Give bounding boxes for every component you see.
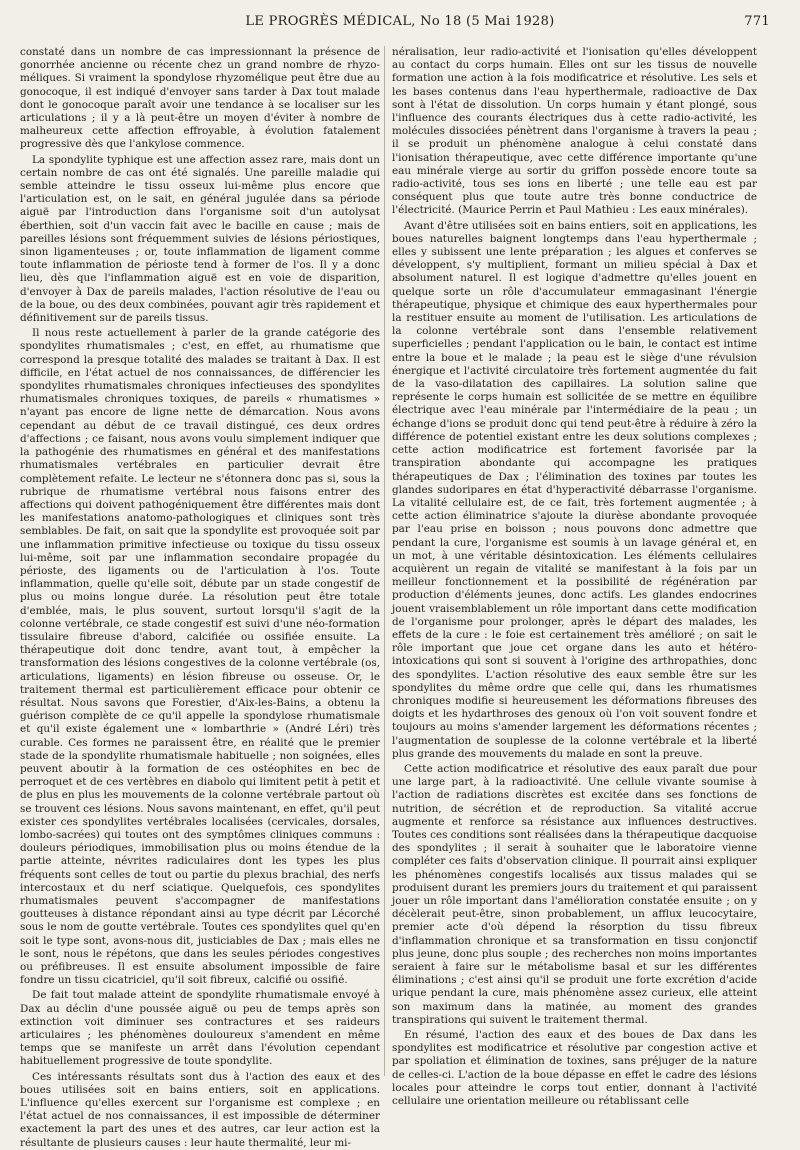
left-paragraph-1: constaté dans un nombre de cas impressionnant la présence de gonorrhée ancienne ou récente chez un grand nombre de rhyzo-méliques. Si vraiment la spondylose rhyzomélique peut être due au gonocoque, il est indiqué d'envoyer sans tarder à Dax tout malade dont le gonocoque paraît avoir une tendance à se localiser sur les articulations ; il y a là peut-être un moyen d'éviter à nombre de malheureux cette affection effroyable, à évolution fatalement progressive dès que l'ankylose commence. [20,46,380,151]
running-header [30,14,770,32]
right-paragraph-4: En résumé, l'action des eaux et des boues de Dax dans les spondylites est modificatrice et résolutive par congestion active et par spoliation et élimination de toxines, sans préjuger de la nature de celles-ci. L'action de la boue dépasse en effet le cadre des lésions locales pour atteindre le corps tout entier, donnant à l'activité cellulaire une orientation meilleure ou rétablissant celle [392,1029,757,1108]
left-paragraph-3: Il nous reste actuellement à parler de la grande catégorie des spondylites rhumatismales ; c'est, en effet, au rhumatisme que correspond la presque totalité des malades se traitant à Dax. Il est difficile, en l'état actuel de nos connaissances, de différencier les spondylites rhumatismales chroniques infectieuses des spondylites rhumatismales chroniques toxiques, de pareils « rhumatismes » n'ayant pas encore de ligne nette de démarcation. Nous avons cependant au début de ce travail distingué, ces deux ordres d'affections ; ce faisant, nous avons voulu simplement indiquer que la pathogénie des rhumatismes en général et des manifestations rhumatismales vertébrales en particulier devrait être complètement refaite. Le lecteur ne s'étonnera donc pas si, sous la rubrique de rhumatisme vertébral nous faisons entrer des affections qui doivent pathogéniquement être différentes mais dont les manifestations anatomo-pathologiques et cliniques sont très semblables. De fait, on sait que la spondylite est provoquée soit par une inflammation primitive infectieuse ou toxique du tissu osseux lui-même, soit par une inflammation secondaire propagée du périoste, des ligaments ou de l'articulation à l'os. Toute inflammation, quelle qu'elle soit, débute par un stade congestif de plus ou moins longue durée. La résolution peut être totale d'emblée, mais, le plus souvent, surtout lorsqu'il s'agit de la colonne vertébrale, ce stade congestif est suivi d'une néo-formation tissulaire fibreuse d'abord, calcifiée ou ossifiée ensuite. La thérapeutique doit donc tendre, avant tout, à empêcher la transformation des lésions congestives de la colonne vertébrale (os, articulations, ligaments) en lésion fibreuse ou osseuse. Or, le traitement thermal est particulièrement efficace pour obtenir ce résultat. Nous savons que Forestier, d'Aix-les-Bains, a obtenu la guérison complète de ce qu'il appelle la spondylose rhumatismale et qu'il existe également une « lombarthrie » (André Léri) très curable. Ces formes ne paraissent être, en réalité que le premier stade de la spondylite rhumatismale habituelle ; non soignées, elles peuvent aboutir à la formation de ces ostéophites en bec de perroquet et de ces vertèbres en diabolo qui limitent petit à petit et de plus en plus les mouvements de la colonne vertébrale partout où se trouvent ces lésions. Nous savons maintenant, en effet, qu'il peut exister ces spondylites vertébrales localisées (cervicales, dorsales, lombo-sacrées) qui toutes ont des symptômes cliniques communs : douleurs périodiques, immobilisation plus ou moins étendue de la partie atteinte, névrites radiculaires dont les types les plus fréquents sont celles de tout ou partie du plexus brachial, des nerfs intercostaux et du nerf sciatique. Quelquefois, ces spondylites rhumatismales peuvent s'accompagner de manifestations goutteuses à distance répondant ainsi au type décrit par Lécorché sous le nom de goutte vertébrale. Toutes ces spondylites quel qu'en soit le type sont, avons-nous dit, justiciables de Dax ; mais elles ne le sont, nous le répétons, que dans les seules périodes congestives ou préfibreuses. Il est ensuite absolument impossible de faire fondre un tissu cicatriciel, qu'il soit fibreux, calcifié ou ossifié. [20,327,380,987]
column-divider [384,46,385,1076]
right-paragraph-3: Cette action modificatrice et résolutive des eaux paraît due pour une large part, à la radioactivité. Une cellule vivante soumise à l'action de radiations discrètes est excitée dans ses fonctions de nutrition, de sécrétion et de reproduction. Sa vitalité accrue augmente et renforce sa résistance aux influences destructives. Toutes ces conditions sont réalisées dans la thérapeutique dacquoise des spondylites ; il serait à souhaiter que le laboratoire vienne compléter ces faits d'observation clinique. Il pourrait ainsi expliquer les phénomènes congestifs localisés aux tissus malades qui se produisent durant les premiers jours du traitement et qui paraissent jouer un rôle important dans l'amélioration constatée ensuite ; on y décèlerait peut-être, sinon probablement, un afflux leucocytaire, premier acte d'où dépend la résorption du tissu fibreux d'inflammation chronique et sa transformation en tissu conjonctif plus jeune, donc plus souple ; des recherches non moins importantes seraient à faire sur le métabolisme basal et sur les différentes éliminations ; c'est ainsi qu'il se produit une forte excrétion d'acide urique pendant la cure, mais phénomène assez curieux, elle atteint son maximum dans la matinée, au moment des grandes transpirations qui suivent le traitement thermal. [392,762,757,1026]
journal-title: LE PROGRÈS MÉDICAL, No 18 (5 Mai 1928) [245,14,555,29]
right-paragraph-2: Avant d'être utilisées soit en bains entiers, soit en applications, les boues naturelles baignent longtemps dans l'eau hyperthermale ; elles y subissent une lente préparation ; les algues et conferves se développent, s'y multiplient, formant un milieu spécial à Dax et absolument naturel. Il est logique d'admettre qu'elles jouent en quelque sorte un rôle d'accumulateur emmagasinant l'énergie thérapeutique, physique et chimique des eaux hyperthermales pour la restituer ensuite au moment de l'utilisation. Les articulations de la colonne vertébrale sont dans l'ensemble relativement superficielles ; pendant l'application ou le bain, le contact est intime entre la boue et le malade ; la peau est le siège d'une révulsion énergique et l'activité circulatoire très fortement augmentée du fait de la vaso-dilatation des capillaires. La solution saline que représente le corps humain est sollicitée de se mettre en équilibre électrique avec l'eau minérale par l'intermédiaire de la peau ; un échange d'ions se produit donc qui tend peut-être à réduire à zéro la différence de potentiel existant entre les deux solutions complexes ; cette action modificatrice est fortement favorisée par la transpiration abondante qui accompagne les pratiques thérapeutiques de Dax ; l'élimination des toxines par toutes les glandes sudoripares en état d'hyperactivité débarrasse l'organisme. La vitalité cellulaire est, de ce fait, très fortement augmentée ; à cette action éliminatrice s'ajoute la diurèse abondante provoquée par l'eau prise en boisson ; nous pouvons donc admettre que pendant la cure, l'organisme est soumis à un lavage général et, en un mot, à une véritable désintoxication. Les éléments cellulaires acquièrent un regain de vitalité se manifestant à la fois par un meilleur fonctionnement et la possibilité de régénération par production d'éléments jeunes, donc actifs. Les glandes endocrines jouent vraisemblablement un rôle important dans cette modification de l'organisme pour prolonger, après le départ des malades, les effets de la cure : le foie est certainement très amélioré ; on sait le rôle important que joue cet organe dans les auto et hétéro-intoxications qui sont si souvent à l'origine des arthropathies, donc des spondylites. L'action résolutive des eaux semble être sur les spondylites du même ordre que celle qui, dans les rhumatismes chroniques modifie si heureusement les déformations fibreuses des doigts et les hydarthroses des genoux où l'on voit souvent fondre et toujours au moins s'amender largement les déformations récentes ; l'augmentation de souplesse de la colonne vertébrale et la liberté plus grande des mouvements du malade en sont la preuve. [392,219,757,760]
right-paragraph-1: néralisation, leur radio-activité et l'ionisation qu'elles développent au contact du corps humain. Elles ont sur les tissus de nouvelle formation une action à la fois modificatrice et résolutive. Les sels et les bases contenus dans l'eau hyperthermale, radioactive de Dax sont à l'état de dissolution. Un corps humain y étant plongé, sous l'influence des courants électriques dus à cette radio-activité, les molécules dissociées pénètrent dans l'organisme à travers la peau ; il se produit un phénomène analogue à celui constaté dans l'ionisation thérapeutique, avec cette différence importante qu'une eau minérale vierge au sortir du griffon possède encore toute sa radio-activité, tous ses ions en liberté ; une telle eau est par conséquent plus que toute autre très bonne conductrice de l'électricité. (Maurice Perrin et Paul Mathieu : Les eaux minérales). [392,46,757,217]
right-column [392,46,757,1108]
left-paragraph-4: De fait tout malade atteint de spondylite rhumatismale envoyé à Dax au déclin d'une poussée aiguë ou peu de temps après son extinction voit diminuer ses contractures et ses raideurs articulaires ; les phénomènes douloureux s'amendent en même temps que se manifeste un arrêt dans l'évolution cependant habituellement progressive de toute spondylite. [20,989,380,1068]
left-paragraph-2: La spondylite typhique est une affection assez rare, mais dont un certain nombre de cas ont été signalés. Une pareille maladie qui semble atteindre le tissu osseux lui-même plus encore que l'articulation est, on le sait, en général jugulée dans sa période aiguë par l'introduction dans l'organisme soit d'un autolysat éberthien, soit d'un vaccin fait avec le bacille en cause ; mais de pareilles lésions sont fréquemment suivies de lésions périostiques, sinon ligamenteuses ; or, toute inflammation de ligament comme toute inflammation de périoste tend à former de l'os. Il y a donc lieu, dès que l'inflammation aiguë est en voie de disparition, d'envoyer à Dax de pareils malades, l'action résolutive de l'eau ou de la boue, ou des deux combinées, pouvant agir très rapidement et définitivement sur de pareils tissus. [20,153,380,325]
page-number: 771 [744,14,770,29]
left-column [20,46,380,1149]
left-paragraph-5: Ces intéressants résultats sont dus à l'action des eaux et des boues utilisées soit en bains entiers, soit en applications. L'influence qu'elles exercent sur l'organisme est complexe ; en l'état actuel de nos connaissances, il est impossible de déterminer exactement la part des unes et des autres, car leur action est la résultante de plusieurs causes : leur haute thermalité, leur mi- [20,1070,380,1149]
